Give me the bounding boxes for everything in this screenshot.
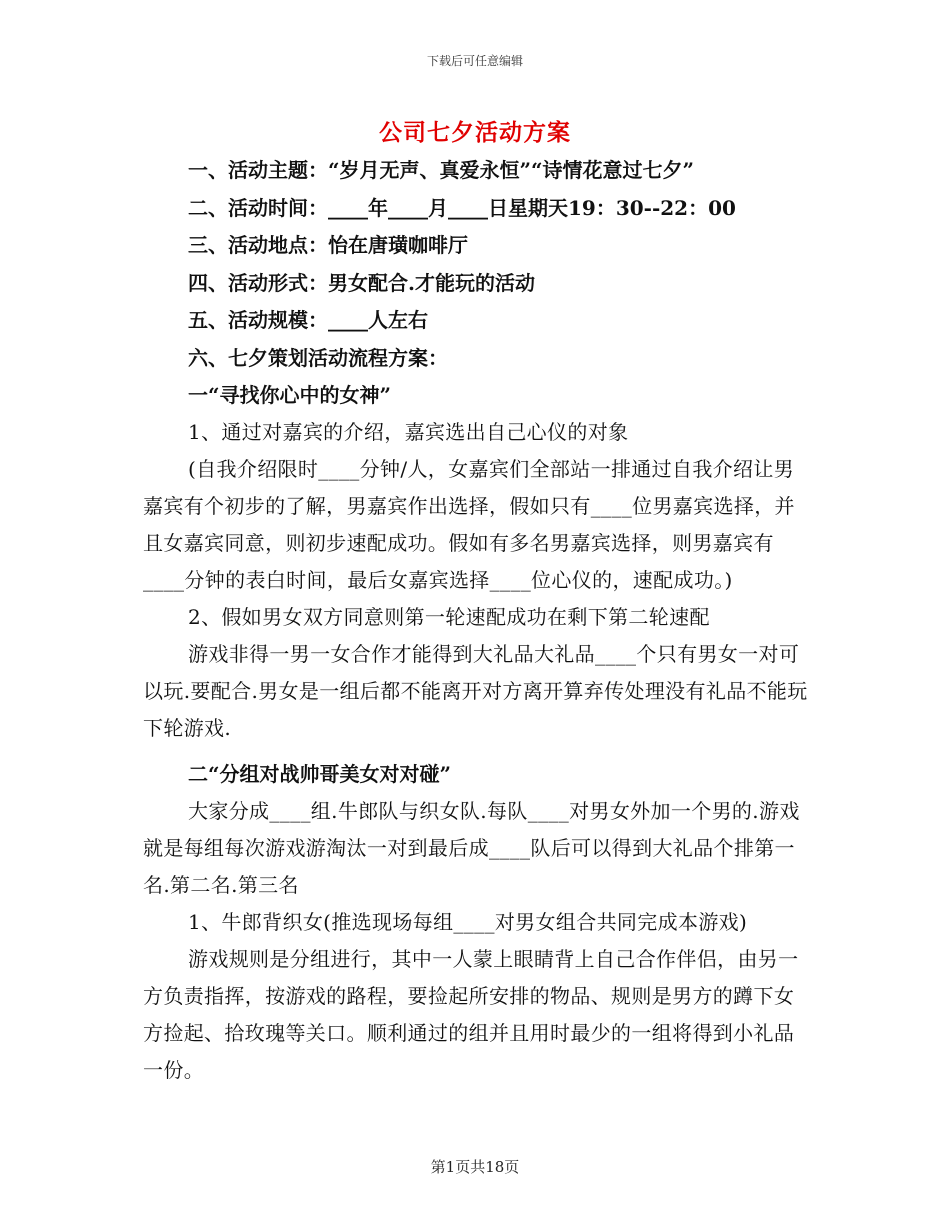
page-header-note: 下载后可任意编辑 [426,54,523,68]
part2-item1: 1、牛郎背织女(推选现场每组____对男女组合共同完成本游戏) [188,910,748,934]
part1-paragraph2: 游戏非得一男一女合作才能得到大礼品大礼品____个只有男女一对可以玩.要配合.男女是一组后都不能离开对方离开算弃传处理没有礼品不能玩下轮游戏. [143,642,808,740]
page-number: 第1页共18页 [430,1158,520,1176]
document-title: 公司七夕活动方案 [379,119,571,146]
part2-paragraph1: 大家分成____组.牛郎队与织女队.每队____对男女外加一个男的.游戏就是每组每次游戏游淘汰一对到最后成____队后可以得到大礼品个排第一名.第二名.第三名 [143,799,800,897]
section-scale: 五、活动规模：____人左右 [188,308,428,332]
part1-item2: 2、假如男女双方同意则第一轮速配成功在剩下第二轮速配 [188,605,710,629]
part1-paragraph1: (自我介绍限时____分钟/人，女嘉宾们全部站一排通过自我介绍让男嘉宾有个初步的了解，男嘉宾作出选择，假如只有____位男嘉宾选择，并且女嘉宾同意，则初步速配成功。假如有多名男嘉宾选择，则男嘉宾有____分钟的表白时间，最后女嘉宾选择____位心仪的，速配成功。) [143,457,795,592]
section-location: 三、活动地点：怡在唐璜咖啡厅 [188,233,468,257]
section-format: 四、活动形式：男女配合.才能玩的活动 [188,270,535,295]
part2-paragraph2: 游戏规则是分组进行，其中一人蒙上眼睛背上自己合作伴侣，由另一方负责指挥，按游戏的路程，要捡起所安排的物品、规则是男方的蹲下女方捡起、拾玫瑰等关口。顺利通过的组并且用时最少的一组将得到小礼品一份。 [143,947,799,1082]
section-process: 六、七夕策划活动流程方案： [188,345,448,370]
document-body [143,152,808,1089]
part2-heading: 二“分组对战帅哥美女对对碰” [188,762,452,786]
part1-heading: 一“寻找你心中的女神” [188,383,392,407]
part1-item1: 1、通过对嘉宾的介绍，嘉宾选出自己心仪的对象 [188,420,629,444]
spacer [143,747,808,756]
section-theme: 一、活动主题：“岁月无声、真爱永恒”“诗情花意过七夕” [188,158,695,182]
section-time: 二、活动时间：____年____月____日星期天19：30--22：00 [188,195,736,220]
